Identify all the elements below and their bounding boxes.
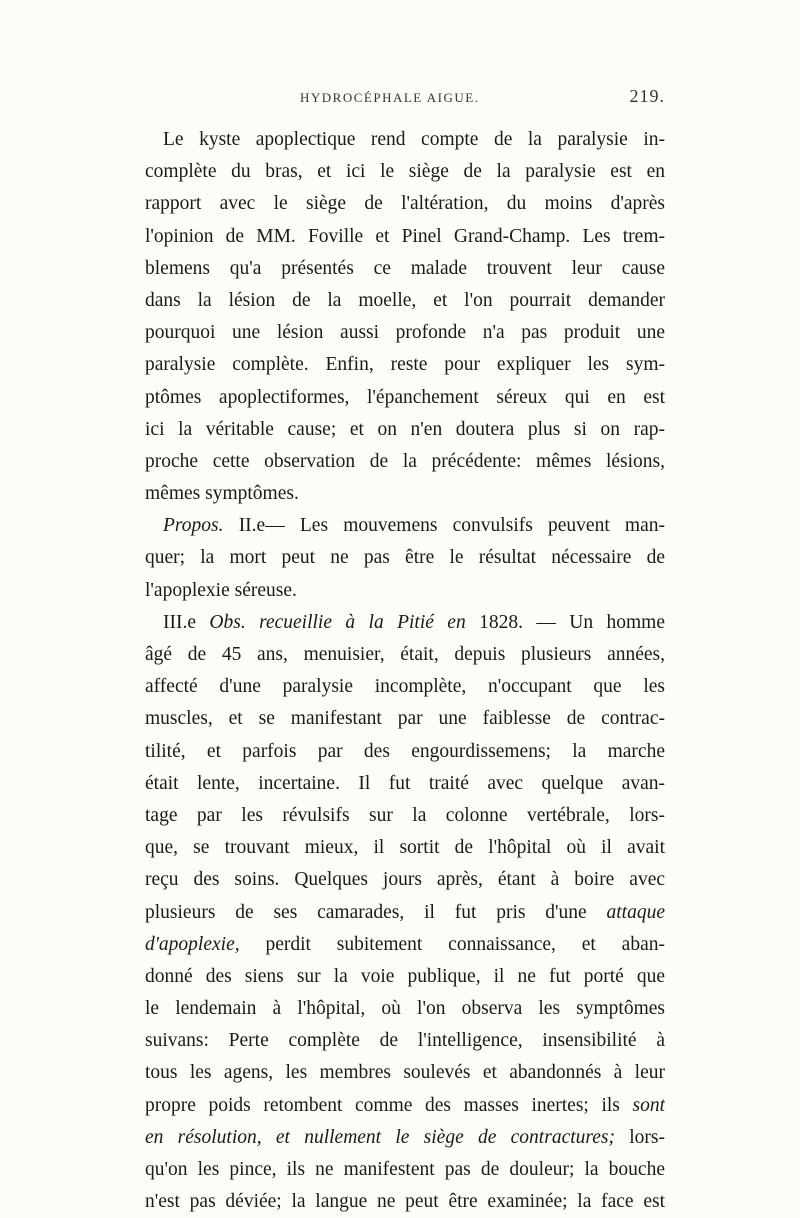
line-text: reçu des soins. Quelques jours après, étant à boire avec — [145, 869, 665, 891]
line-text: tilité, et parfois par des engourdissemens; la marche — [145, 740, 665, 762]
text-line — [145, 285, 665, 317]
text-line — [145, 253, 665, 285]
line-text: ici la véritable cause; et on n'en doutera plus si on rap- — [145, 418, 665, 440]
text-line — [145, 446, 665, 478]
text-line — [145, 736, 665, 768]
line-text: pourquoi une lésion aussi profonde n'a pas produit une — [145, 322, 665, 344]
line-text: II.e— Les mouvemens convulsifs peuvent man- — [223, 515, 665, 537]
line-text: suivans: Perte complète de l'intelligence, insensibilité à — [145, 1030, 665, 1052]
text-line — [145, 382, 665, 414]
italic-text: Obs. recueillie à la Pitié en — [209, 611, 466, 633]
line-text: l'opinion de MM. Foville et Pinel Grand-Champ. Les trem- — [145, 225, 665, 247]
text-line — [145, 897, 665, 929]
line-text: mêmes symptômes. — [145, 483, 299, 505]
page-header — [145, 82, 665, 112]
line-text: blemens qu'a présentés ce malade trouvent leur cause — [145, 257, 665, 279]
line-text: affecté d'une paralysie incomplète, n'occupant que les — [145, 676, 665, 698]
line-text: Le kyste apoplectique rend compte de la paralysie in- — [163, 129, 665, 150]
line-text: ptômes apoplectiformes, l'épanchement séreux qui en est — [145, 386, 665, 408]
line-text: le lendemain à l'hôpital, où l'on observa les symptômes — [145, 998, 665, 1020]
line-text: était lente, incertaine. Il fut traité avec quelque avan- — [145, 772, 665, 794]
line-text: dans la lésion de la moelle, et l'on pourrait demander — [145, 289, 665, 311]
italic-text: Propos. — [163, 515, 224, 537]
line-text: qu'on les pince, ils ne manifestent pas de douleur; la bouche — [145, 1159, 665, 1180]
line-text: propre poids retombent comme des masses inertes; ils — [145, 1094, 633, 1116]
text-line — [145, 703, 665, 735]
line-text: donné des siens sur la voie publique, il ne fut porté que — [145, 965, 665, 987]
italic-text: attaque — [606, 901, 665, 923]
text-line — [145, 1090, 665, 1122]
text-line — [145, 188, 665, 220]
text-line — [145, 221, 665, 253]
text-line — [145, 349, 665, 381]
text-line — [145, 671, 665, 703]
page-number: 219. — [629, 86, 665, 106]
line-text: plusieurs de ses camarades, il fut pris d'une — [145, 901, 607, 923]
text-line — [145, 156, 665, 188]
line-text: n'est pas déviée; la langue ne peut être examinée; la face est — [145, 1191, 665, 1213]
line-text: rapport avec le siège de l'altération, du moins d'après — [145, 193, 665, 215]
italic-text: d'apoplexie, — [145, 933, 240, 955]
line-text: tous les agens, les membres soulevés et abandonnés à leur — [145, 1062, 665, 1084]
line-text: complète du bras, et ici le siège de la paralysie est en — [145, 161, 665, 183]
text-line — [145, 607, 665, 639]
italic-text: en résolution, et nullement le siège de contractures; — [145, 1126, 615, 1148]
text-line — [145, 478, 665, 510]
line-text: perdit subitement connaissance, et aban- — [239, 933, 665, 955]
text-line — [145, 317, 665, 349]
line-text: proche cette observation de la précédente: mêmes lésions, — [145, 450, 665, 472]
text-line — [145, 124, 665, 156]
line-text: quer; la mort peut ne pas être le résultat nécessaire de — [145, 547, 665, 569]
italic-text: sont — [632, 1094, 665, 1116]
line-text: muscles, et se manifestant par une faiblesse de contrac- — [145, 708, 665, 730]
text-line — [145, 832, 665, 864]
line-text: III.e — [163, 611, 210, 633]
text-line — [145, 414, 665, 446]
text-line — [145, 961, 665, 993]
line-text: l'apoplexie séreuse. — [145, 579, 297, 601]
text-line — [145, 768, 665, 800]
text-line — [145, 575, 665, 607]
text-line — [145, 542, 665, 574]
text-line — [145, 993, 665, 1025]
line-text: lors- — [615, 1126, 665, 1148]
text-line — [145, 510, 665, 542]
line-text: tage par les révulsifs sur la colonne vertébrale, lors- — [145, 804, 665, 826]
text-line — [145, 864, 665, 896]
text-line — [145, 1122, 665, 1154]
text-line — [145, 1186, 665, 1218]
text-line — [145, 639, 665, 671]
text-line — [145, 800, 665, 832]
line-text: que, se trouvant mieux, il sortit de l'hôpital où il avait — [145, 837, 665, 859]
text-line — [145, 929, 665, 961]
line-text: 1828. — Un homme — [465, 611, 665, 633]
text-line — [145, 1154, 665, 1186]
line-text: âgé de 45 ans, menuisier, était, depuis plusieurs années, — [145, 644, 665, 665]
running-title: HYDROCÉPHALE AIGUE. — [300, 90, 480, 105]
text-line — [145, 1025, 665, 1057]
line-text: paralysie complète. Enfin, reste pour expliquer les sym- — [145, 354, 665, 376]
text-line — [145, 1057, 665, 1089]
body-text — [145, 124, 665, 1218]
